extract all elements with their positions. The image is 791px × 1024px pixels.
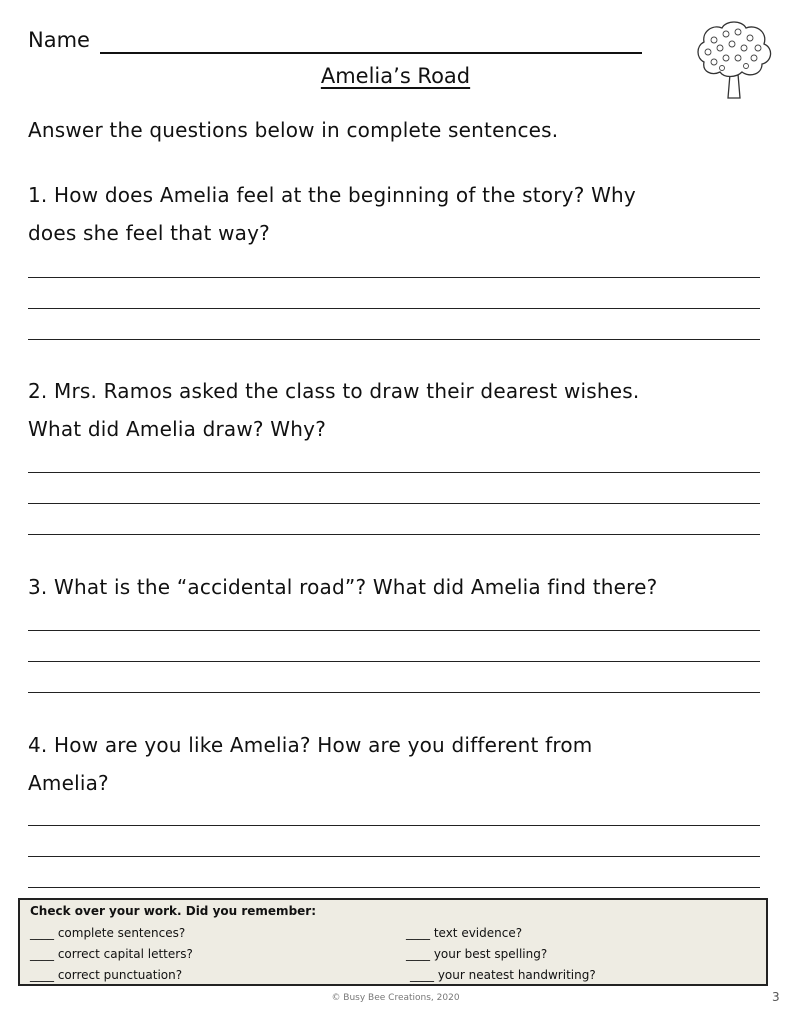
checklist-item-punctuation[interactable]: ____ correct punctuation? [30, 968, 183, 982]
answer-line[interactable] [28, 825, 760, 826]
answer-line[interactable] [28, 277, 760, 278]
answer-line[interactable] [28, 308, 760, 309]
question-1-line-1: 1. How does Amelia feel at the beginning of the story? Why [28, 183, 636, 207]
checklist-item-best-spelling[interactable]: ____ your best spelling? [406, 947, 548, 961]
name-answer-line[interactable] [100, 52, 642, 54]
answer-line[interactable] [28, 534, 760, 535]
question-2-line-2: What did Amelia draw? Why? [28, 417, 327, 441]
question-4 [28, 726, 768, 802]
answer-line[interactable] [28, 339, 760, 340]
name-row [28, 26, 648, 60]
checklist-item-complete-sentences[interactable]: ____ complete sentences? [30, 926, 186, 940]
checklist-item-neatest-handwriting[interactable]: ____ your neatest handwriting? [410, 968, 596, 982]
answer-line[interactable] [28, 503, 760, 504]
question-4-line-2: Amelia? [28, 771, 109, 795]
question-3-line-1: 3. What is the “accidental road”? What did Amelia find there? [28, 575, 658, 599]
question-3 [28, 568, 768, 606]
answer-line[interactable] [28, 472, 760, 473]
instructions: Answer the questions below in complete sentences. [28, 118, 559, 142]
answer-line[interactable] [28, 630, 760, 631]
copyright-footer: © Busy Bee Creations, 2020 [331, 993, 460, 1003]
question-2-line-1: 2. Mrs. Ramos asked the class to draw their dearest wishes. [28, 379, 640, 403]
checklist-box [18, 898, 768, 986]
checklist-item-text-evidence[interactable]: ____ text evidence? [406, 926, 523, 940]
question-4-line-1: 4. How are you like Amelia? How are you different from [28, 733, 593, 757]
question-1 [28, 176, 768, 252]
checklist-item-capital-letters[interactable]: ____ correct capital letters? [30, 947, 193, 961]
answer-line[interactable] [28, 856, 760, 857]
answer-line[interactable] [28, 692, 760, 693]
checklist-heading: Check over your work. Did you remember: [30, 904, 317, 918]
worksheet-title: Amelia’s Road [320, 64, 471, 88]
name-label: Name [28, 28, 90, 52]
page-number: 3 [772, 990, 780, 1004]
question-2 [28, 372, 768, 448]
answer-line[interactable] [28, 887, 760, 888]
question-1-line-2: does she feel that way? [28, 221, 270, 245]
answer-line[interactable] [28, 661, 760, 662]
